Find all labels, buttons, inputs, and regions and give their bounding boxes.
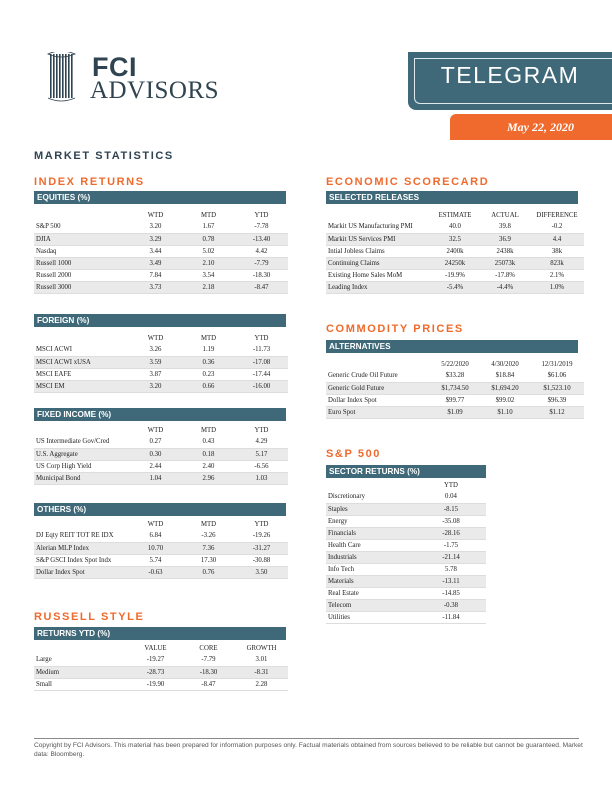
table-row: Medium -28.73 -18.30 -8.31 (34, 666, 288, 678)
table-row: Telecom -0.38 (326, 599, 486, 611)
table-row: MSCI ACWI 3.26 1.19 -11.73 (34, 344, 288, 356)
col-header: YTD (254, 520, 269, 528)
foreign-bar: FOREIGN (%) (34, 314, 286, 327)
table-row: Dollar Index Spot $99.77 $99.02 $96.39 (326, 394, 584, 406)
table-row: Euro Spot $1.09 $1.10 $1.12 (326, 406, 584, 418)
table-row: Markit US Manufacturing PMI 40.0 39.8 -0.2 (326, 221, 584, 233)
equities-table (34, 209, 288, 294)
col-header: 12/31/2019 (541, 360, 573, 368)
col-header: YTD (444, 481, 458, 489)
alternatives-bar: ALTERNATIVES (326, 340, 578, 353)
table-row: Russell 1000 3.49 2.10 -7.79 (34, 257, 288, 269)
col-header: WTD (147, 334, 164, 342)
table-row: U.S. Aggregate 0.30 0.18 5.17 (34, 448, 288, 460)
footer-disclaimer: Copyright by FCI Advisors. This material has been prepared for information purposes only. Factual materials obtained from sources believed to be reliable but cannot be guaranteed. Market data: Bloomberg. (34, 742, 583, 758)
index-returns-title: INDEX RETURNS (34, 176, 145, 188)
table-row: Staples -8.15 (326, 503, 486, 515)
sector-returns-bar: SECTOR RETURNS (%) (326, 465, 486, 478)
economic-scorecard-table (326, 209, 584, 294)
foreign-table (34, 332, 288, 393)
table-row: Alerian MLP Index 10.70 7.36 -31.27 (34, 542, 288, 554)
table-row: Russell 2000 7.84 3.54 -18.30 (34, 269, 288, 281)
col-header: VALUE (144, 644, 167, 652)
table-row: Markit US Services PMI 32.5 36.9 4.4 (326, 233, 584, 245)
table-row: Financials -28.16 (326, 527, 486, 539)
others-bar: OTHERS (%) (34, 503, 286, 516)
table-row: Municipal Bond 1.04 2.96 1.03 (34, 472, 288, 484)
brand-name: FCI (92, 52, 137, 82)
table-row: Info Tech 5.78 (326, 563, 486, 575)
issue-date: May 22, 2020 (507, 120, 574, 134)
brand-subname: ADVISORS (90, 77, 220, 104)
table-row: US Intermediate Gov/Cred 0.27 0.43 4.29 (34, 436, 288, 448)
table-row: Industrials -21.14 (326, 551, 486, 563)
col-header: MTD (200, 426, 217, 434)
col-header: MTD (200, 520, 217, 528)
footer-divider (34, 738, 579, 739)
returns-ytd-bar: RETURNS YTD (%) (34, 627, 286, 640)
table-row: Materials -13.11 (326, 575, 486, 587)
economic-scorecard-title: ECONOMIC SCORECARD (326, 176, 490, 188)
commodity-prices-table (326, 358, 584, 419)
table-row: Leading Index -5.4% -4.4% 1.0% (326, 281, 584, 293)
col-header: ESTIMATE (438, 211, 472, 219)
table-row: Nasdaq 3.44 5.02 4.42 (34, 245, 288, 257)
col-header: 5/22/2020 (441, 360, 469, 368)
russell-style-table (34, 642, 288, 691)
table-row: S&P GSCI Index Spot Indx 5.74 17.30 -30.88 (34, 554, 288, 566)
equities-bar: EQUITIES (%) (34, 191, 286, 204)
col-header: DIFFERENCE (536, 211, 578, 219)
table-row: Health Care -1.75 (326, 539, 486, 551)
telegram-banner (408, 52, 612, 110)
col-header: CORE (199, 644, 218, 652)
col-header: WTD (147, 520, 164, 528)
table-row: MSCI EM 3.20 0.66 -16.00 (34, 380, 288, 392)
sector-returns-table (326, 479, 486, 624)
table-row: Generic Crude Oil Future $33.28 $18.84 $61.06 (326, 370, 584, 382)
table-row: Intial Jobless Claims 2400k 2438k 38k (326, 245, 584, 257)
col-header: YTD (254, 211, 269, 219)
col-header: WTD (147, 211, 164, 219)
date-band (450, 114, 612, 140)
table-row: Energy -35.08 (326, 515, 486, 527)
table-row: DJIA 3.29 0.78 -13.40 (34, 233, 288, 245)
table-row: Russell 3000 3.73 2.18 -8.47 (34, 281, 288, 293)
table-row: Real Estate -14.85 (326, 587, 486, 599)
table-row: Small -19.90 -8.47 2.28 (34, 678, 288, 690)
fixed-income-bar: FIXED INCOME (%) (34, 408, 286, 421)
col-header: YTD (254, 426, 269, 434)
col-header: MTD (200, 211, 217, 219)
russell-style-title: RUSSELL STYLE (34, 611, 145, 623)
table-row: S&P 500 3.20 1.67 -7.78 (34, 221, 288, 233)
col-header: MTD (200, 334, 217, 342)
commodity-prices-title: COMMODITY PRICES (326, 323, 464, 335)
fixed-income-table (34, 424, 288, 485)
table-row: MSCI ACWI xUSA 3.59 0.36 -17.08 (34, 356, 288, 368)
table-row: MSCI EAFE 3.87 0.23 -17.44 (34, 368, 288, 380)
fluted-column-icon (34, 52, 86, 104)
market-statistics-title: MARKET STATISTICS (34, 150, 174, 162)
telegram-title: TELEGRAM (440, 62, 580, 88)
col-header: GROWTH (246, 644, 277, 652)
table-row: Existing Home Sales MoM -19.9% -17.8% 2.1% (326, 269, 584, 281)
table-row: Large -19.27 -7.79 3.01 (34, 654, 288, 666)
selected-releases-bar: SELECTED RELEASES (326, 191, 578, 204)
table-row: Discretionary 0.04 (326, 491, 486, 503)
col-header: 4/30/2020 (491, 360, 519, 368)
col-header: WTD (147, 426, 164, 434)
table-row: DJ Eqty REIT TOT RE IDX 6.84 -3.26 -19.26 (34, 530, 288, 542)
table-row: Dollar Index Spot -0.63 0.76 3.50 (34, 566, 288, 578)
others-table (34, 518, 288, 579)
table-row: US Corp High Yield 2.44 2.40 -6.56 (34, 460, 288, 472)
table-row: Generic Gold Future $1,734.50 $1,694.20 $1,523.10 (326, 382, 584, 394)
col-header: YTD (254, 334, 269, 342)
col-header: ACTUAL (491, 211, 519, 219)
table-row: Continuing Claims 24250k 25073k 823k (326, 257, 584, 269)
table-row: Utilities -11.84 (326, 611, 486, 623)
sp500-title: S&P 500 (326, 448, 382, 460)
